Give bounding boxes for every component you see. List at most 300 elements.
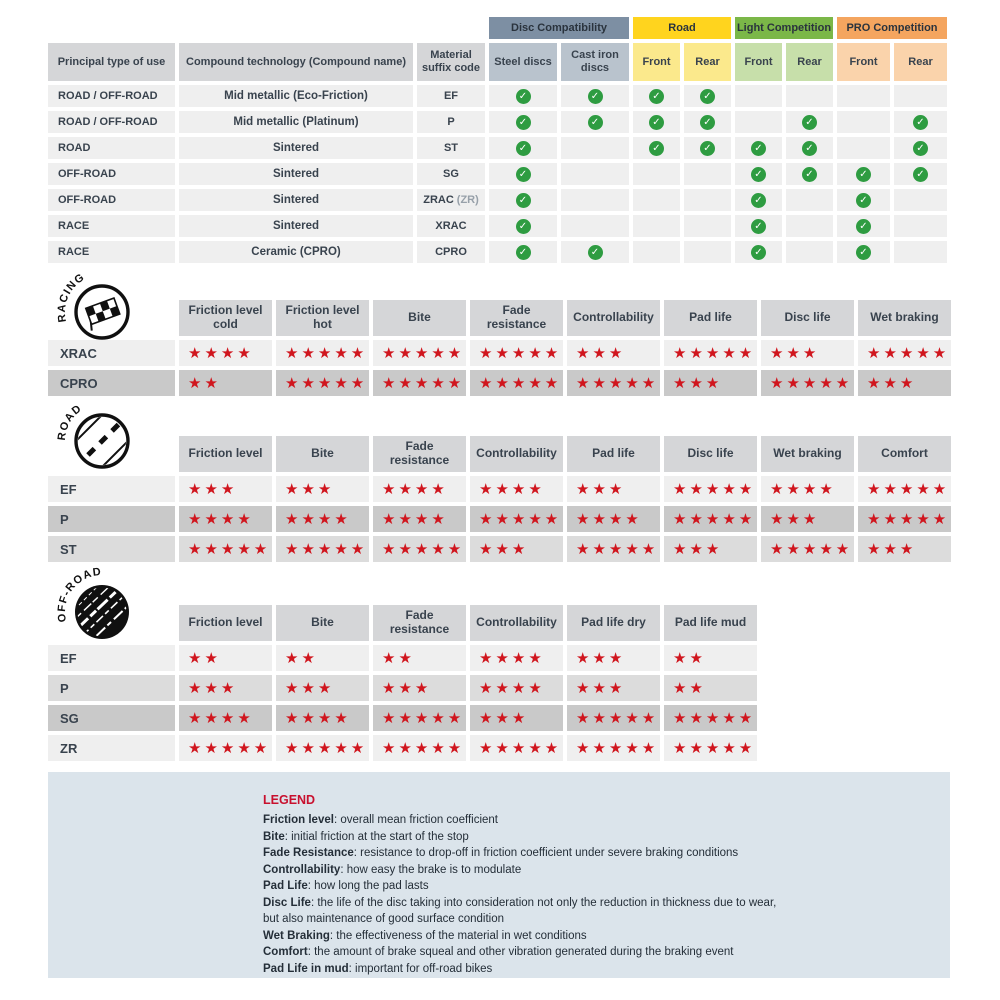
use-cell: OFF-ROAD <box>48 163 175 185</box>
rating-column-header: Wet braking <box>761 436 854 472</box>
legend-entry: Disc Life: the life of the disc taking into consideration not only the reduction in thickness due to wear, <box>263 896 777 909</box>
rating-column-header: Friction level hot <box>276 300 369 336</box>
star-rating: ★★ <box>285 648 318 667</box>
star-rating: ★★★★★ <box>285 539 368 558</box>
legend-term: Pad Life <box>263 880 308 892</box>
rating-cell <box>761 506 854 532</box>
material-code-cell: EF <box>417 85 485 107</box>
compound-cell: Mid metallic (Eco-Friction) <box>179 85 413 107</box>
star-rating: ★★★★★ <box>673 738 756 757</box>
star-rating: ★★★ <box>479 708 529 727</box>
star-rating: ★★★ <box>285 479 335 498</box>
material-code-cell: XRAC <box>417 215 485 237</box>
star-rating: ★★★★★ <box>576 738 659 757</box>
legend-term: Friction level <box>263 814 334 826</box>
star-rating: ★★★★ <box>770 479 836 498</box>
legend-term: Pad Life in mud <box>263 962 349 975</box>
star-rating: ★★★ <box>576 648 626 667</box>
star-rating: ★★★★ <box>479 479 545 498</box>
compatibility-cell <box>489 85 557 107</box>
rating-cell <box>373 645 466 671</box>
rating-column-header: Fade resistance <box>373 605 466 641</box>
star-rating: ★★★ <box>382 678 432 697</box>
check-icon: ✓ <box>802 167 817 182</box>
check-icon: ✓ <box>856 193 871 208</box>
rating-cell <box>470 735 563 761</box>
compatibility-cell <box>633 241 680 263</box>
rating-column-header: Friction level cold <box>179 300 272 336</box>
rating-cell <box>664 645 757 671</box>
compatibility-cell <box>786 215 833 237</box>
compound-row-label: ST <box>48 536 175 562</box>
compatibility-cell <box>489 111 557 133</box>
compatibility-cell <box>561 215 629 237</box>
star-rating: ★★★ <box>673 373 723 392</box>
check-icon: ✓ <box>516 193 531 208</box>
compatibility-cell <box>837 137 890 159</box>
use-cell: ROAD / OFF-ROAD <box>48 85 175 107</box>
check-icon: ✓ <box>856 219 871 234</box>
star-rating: ★★★★★ <box>479 738 562 757</box>
compatibility-cell <box>684 137 731 159</box>
racing-section <box>48 271 951 396</box>
star-rating: ★★★ <box>576 343 626 362</box>
star-rating: ★★★ <box>285 678 335 697</box>
sub-header: Cast iron discs <box>561 43 629 81</box>
rating-cell <box>470 340 563 366</box>
legend-entries <box>263 812 920 977</box>
rating-cell <box>761 370 854 396</box>
star-rating: ★★★ <box>673 539 723 558</box>
legend-entry: Friction level: overall mean friction coefficient <box>263 814 498 826</box>
check-icon: ✓ <box>516 219 531 234</box>
compatibility-cell <box>561 111 629 133</box>
compatibility-cell <box>489 137 557 159</box>
compatibility-cell <box>489 215 557 237</box>
check-icon: ✓ <box>913 167 928 182</box>
svg-text:ROAD <box>56 402 85 441</box>
rating-cell <box>276 705 369 731</box>
rating-cell <box>470 506 563 532</box>
rating-cell <box>373 370 466 396</box>
star-rating: ★★★★★ <box>673 708 756 727</box>
use-cell: ROAD <box>48 137 175 159</box>
check-icon: ✓ <box>700 89 715 104</box>
rating-cell <box>858 370 951 396</box>
compatibility-cell <box>837 85 890 107</box>
rating-cell <box>373 705 466 731</box>
rating-cell <box>567 536 660 562</box>
rating-cell <box>567 340 660 366</box>
rating-cell <box>373 506 466 532</box>
rating-cell <box>470 645 563 671</box>
rating-cell <box>373 536 466 562</box>
offroad-table <box>48 605 757 761</box>
legend-title: LEGEND <box>263 793 316 807</box>
compound-cell: Mid metallic (Platinum) <box>179 111 413 133</box>
spacer <box>48 17 485 39</box>
legend-entry: Controllability: how easy the brake is to modulate <box>263 863 522 876</box>
check-icon: ✓ <box>913 141 928 156</box>
rating-cell <box>179 370 272 396</box>
rating-cell <box>567 735 660 761</box>
rating-column-header: Bite <box>276 436 369 472</box>
star-rating: ★★★★ <box>479 678 545 697</box>
compatibility-cell <box>684 111 731 133</box>
rating-cell <box>179 735 272 761</box>
check-icon: ✓ <box>751 219 766 234</box>
star-rating: ★★★★★ <box>576 708 659 727</box>
compatibility-cell <box>489 189 557 211</box>
star-rating: ★★★★★ <box>673 343 756 362</box>
rating-cell <box>276 370 369 396</box>
compatibility-cell <box>735 85 782 107</box>
star-rating: ★★★★★ <box>673 479 756 498</box>
compound-row-label: EF <box>48 476 175 502</box>
rating-cell <box>179 340 272 366</box>
check-icon: ✓ <box>751 193 766 208</box>
compatibility-cell <box>735 137 782 159</box>
rating-cell <box>567 705 660 731</box>
rating-cell <box>664 476 757 502</box>
compatibility-cell <box>684 163 731 185</box>
rating-column-header: Fade resistance <box>470 300 563 336</box>
star-rating: ★★★★★ <box>479 509 562 528</box>
compatibility-cell <box>489 241 557 263</box>
check-icon: ✓ <box>516 245 531 260</box>
material-code-cell: ZRAC (ZR) <box>417 189 485 211</box>
rating-column-header: Controllability <box>567 300 660 336</box>
star-rating: ★★★★★ <box>382 539 465 558</box>
rating-cell <box>276 340 369 366</box>
check-icon: ✓ <box>751 141 766 156</box>
compound-row-label: SG <box>48 705 175 731</box>
column-header: Material suffix code <box>417 43 485 81</box>
compatibility-cell <box>684 189 731 211</box>
rating-cell <box>373 340 466 366</box>
star-rating: ★★★★★ <box>867 343 950 362</box>
star-rating: ★★★★★ <box>479 373 562 392</box>
rating-cell <box>373 476 466 502</box>
compound-cell: Sintered <box>179 137 413 159</box>
rating-column-header: Fade resistance <box>373 436 466 472</box>
offroad-label: OFF-ROAD <box>55 565 103 623</box>
rating-column-header: Pad life <box>664 300 757 336</box>
check-icon: ✓ <box>588 115 603 130</box>
rating-cell <box>373 675 466 701</box>
compatibility-cell <box>684 215 731 237</box>
star-rating: ★★★★★ <box>770 373 853 392</box>
compatibility-cell <box>786 85 833 107</box>
rating-cell <box>470 675 563 701</box>
compatibility-cell <box>684 241 731 263</box>
star-rating: ★★ <box>188 648 221 667</box>
compound-cell: Sintered <box>179 163 413 185</box>
legend-term: Bite <box>263 830 285 843</box>
star-rating: ★★★★★ <box>382 373 465 392</box>
compatibility-cell <box>894 163 947 185</box>
star-rating: ★★★ <box>867 539 917 558</box>
check-icon: ✓ <box>802 141 817 156</box>
check-icon: ✓ <box>913 115 928 130</box>
star-rating: ★★★★ <box>188 509 254 528</box>
compatibility-cell <box>561 85 629 107</box>
rating-cell <box>276 536 369 562</box>
compatibility-table <box>48 17 947 263</box>
star-rating: ★★★★★ <box>867 509 950 528</box>
star-rating: ★★ <box>673 648 706 667</box>
legend-entry: Wet Braking: the effectiveness of the material in wet conditions <box>263 929 587 942</box>
rating-cell <box>179 476 272 502</box>
rating-cell <box>276 735 369 761</box>
star-rating: ★★★★★ <box>188 539 271 558</box>
check-icon: ✓ <box>856 167 871 182</box>
compound-cell: Ceramic (CPRO) <box>179 241 413 263</box>
legend-entry: Pad Life: how long the pad lasts <box>263 880 429 892</box>
rating-cell <box>179 645 272 671</box>
star-rating: ★★★★ <box>479 648 545 667</box>
rating-cell <box>761 536 854 562</box>
star-rating: ★★★★ <box>576 509 642 528</box>
star-rating: ★★★ <box>576 479 626 498</box>
group-header: Road <box>633 17 731 39</box>
rating-cell <box>858 506 951 532</box>
compatibility-cell <box>633 215 680 237</box>
legend-entry: Comfort: the amount of brake squeal and other vibration generated during the braking event <box>263 946 734 958</box>
rating-cell <box>470 705 563 731</box>
check-icon: ✓ <box>649 141 664 156</box>
racing-table <box>48 300 951 396</box>
compatibility-cell <box>561 163 629 185</box>
compound-row-label: ZR <box>48 735 175 761</box>
column-header: Principal type of use <box>48 43 175 81</box>
star-rating: ★★ <box>673 678 706 697</box>
rating-cell <box>567 370 660 396</box>
star-rating: ★★★★★ <box>479 343 562 362</box>
compound-cell: Sintered <box>179 215 413 237</box>
star-rating: ★★★ <box>770 343 820 362</box>
rating-cell <box>664 370 757 396</box>
star-rating: ★★★★★ <box>285 738 368 757</box>
sub-header: Rear <box>786 43 833 81</box>
rating-cell <box>567 645 660 671</box>
compatibility-cell <box>735 163 782 185</box>
column-header: Compound technology (Compound name) <box>179 43 413 81</box>
rating-column-header: Pad life dry <box>567 605 660 641</box>
compatibility-cell <box>894 85 947 107</box>
compatibility-cell <box>561 137 629 159</box>
compatibility-cell <box>837 111 890 133</box>
rating-cell <box>858 340 951 366</box>
star-rating: ★★★ <box>188 678 238 697</box>
rating-column-header: Comfort <box>858 436 951 472</box>
racing-label: RACING <box>55 271 88 324</box>
rating-cell <box>276 506 369 532</box>
rating-cell <box>276 645 369 671</box>
use-cell: ROAD / OFF-ROAD <box>48 111 175 133</box>
rating-column-header: Disc life <box>761 300 854 336</box>
rating-cell <box>664 340 757 366</box>
legend-term: Fade Resistance <box>263 847 354 859</box>
group-header: PRO Competition <box>837 17 947 39</box>
sub-header: Steel discs <box>489 43 557 81</box>
compound-row-label: CPRO <box>48 370 175 396</box>
sub-header: Front <box>633 43 680 81</box>
rating-cell <box>179 536 272 562</box>
rating-cell <box>470 476 563 502</box>
compound-row-label: P <box>48 506 175 532</box>
compatibility-cell <box>837 163 890 185</box>
compatibility-cell <box>837 215 890 237</box>
use-cell: RACE <box>48 215 175 237</box>
road-table <box>48 436 951 562</box>
compatibility-cell <box>633 111 680 133</box>
check-icon: ✓ <box>751 245 766 260</box>
compatibility-cell <box>735 189 782 211</box>
check-icon: ✓ <box>700 141 715 156</box>
star-rating: ★★★ <box>576 678 626 697</box>
material-code-cell: SG <box>417 163 485 185</box>
rating-cell <box>179 705 272 731</box>
star-rating: ★★★★★ <box>382 708 465 727</box>
rating-column-header: Friction level <box>179 605 272 641</box>
check-icon: ✓ <box>516 89 531 104</box>
compatibility-cell <box>894 241 947 263</box>
check-icon: ✓ <box>700 115 715 130</box>
rating-cell <box>373 735 466 761</box>
rating-column-header: Disc life <box>664 436 757 472</box>
compatibility-cell <box>894 111 947 133</box>
compatibility-cell <box>633 85 680 107</box>
road-label: ROAD <box>55 402 85 442</box>
offroad-splash-icon <box>50 556 154 660</box>
legend-entry: Pad Life in mud: important for off-road bikes <box>263 962 493 975</box>
rating-cell <box>179 675 272 701</box>
star-rating: ★★ <box>382 648 415 667</box>
legend-entry: Bite: initial friction at the start of the stop <box>263 830 469 843</box>
rating-cell <box>664 705 757 731</box>
star-rating: ★★★★★ <box>382 738 465 757</box>
compound-cell: Sintered <box>179 189 413 211</box>
legend-term: Disc Life <box>263 896 311 909</box>
star-rating: ★★★★★ <box>673 509 756 528</box>
compatibility-cell <box>894 189 947 211</box>
rating-cell <box>664 506 757 532</box>
rating-cell <box>664 675 757 701</box>
rating-column-header: Wet braking <box>858 300 951 336</box>
road-icon <box>50 385 154 489</box>
rating-cell <box>858 536 951 562</box>
rating-cell <box>761 476 854 502</box>
star-rating: ★★★★★ <box>576 539 659 558</box>
legend-panel <box>48 772 950 978</box>
star-rating: ★★★★ <box>188 708 254 727</box>
star-rating: ★★★ <box>188 479 238 498</box>
compatibility-cell <box>786 189 833 211</box>
group-header: Light Competition <box>735 17 833 39</box>
rating-cell <box>276 675 369 701</box>
star-rating: ★★★ <box>867 373 917 392</box>
legend-term: Comfort <box>263 946 308 958</box>
rating-column-header: Friction level <box>179 436 272 472</box>
rating-column-header: Pad life <box>567 436 660 472</box>
check-icon: ✓ <box>588 89 603 104</box>
star-rating: ★★★ <box>479 539 529 558</box>
legend-entry: Fade Resistance: resistance to drop-off in friction coefficient under severe braking conditions <box>263 847 739 859</box>
rating-column-header: Controllability <box>470 605 563 641</box>
rating-column-header: Bite <box>276 605 369 641</box>
compatibility-cell <box>786 241 833 263</box>
rating-cell <box>179 506 272 532</box>
compatibility-cell <box>633 189 680 211</box>
star-rating: ★★★★ <box>188 343 254 362</box>
road-section <box>48 402 951 562</box>
compatibility-cell <box>894 137 947 159</box>
sub-header: Front <box>735 43 782 81</box>
check-icon: ✓ <box>588 245 603 260</box>
star-rating: ★★★★★ <box>285 373 368 392</box>
sub-header: Front <box>837 43 890 81</box>
rating-cell <box>567 506 660 532</box>
sub-header: Rear <box>894 43 947 81</box>
material-code-cell: ST <box>417 137 485 159</box>
compatibility-cell <box>786 111 833 133</box>
compatibility-cell <box>561 189 629 211</box>
star-rating: ★★★★★ <box>576 373 659 392</box>
star-rating: ★★★★ <box>285 509 351 528</box>
material-code-note: (ZR) <box>456 194 479 206</box>
check-icon: ✓ <box>856 245 871 260</box>
check-icon: ✓ <box>649 89 664 104</box>
rating-cell <box>470 536 563 562</box>
use-cell: RACE <box>48 241 175 263</box>
star-rating: ★★ <box>188 373 221 392</box>
star-rating: ★★★★★ <box>382 343 465 362</box>
compatibility-cell <box>633 163 680 185</box>
rating-cell <box>276 476 369 502</box>
star-rating: ★★★★★ <box>770 539 853 558</box>
star-rating: ★★★ <box>770 509 820 528</box>
compound-row-label: XRAC <box>48 340 175 366</box>
rating-cell <box>858 476 951 502</box>
use-cell: OFF-ROAD <box>48 189 175 211</box>
rating-cell <box>470 370 563 396</box>
rating-column-header: Pad life mud <box>664 605 757 641</box>
legend-term: Wet Braking <box>263 929 330 942</box>
rating-cell <box>761 340 854 366</box>
rating-cell <box>567 476 660 502</box>
star-rating: ★★★★ <box>285 708 351 727</box>
compatibility-cell <box>786 137 833 159</box>
star-rating: ★★★★★ <box>188 738 271 757</box>
rating-column-header: Bite <box>373 300 466 336</box>
star-rating: ★★★★★ <box>867 479 950 498</box>
compatibility-cell <box>633 137 680 159</box>
star-rating: ★★★★ <box>382 479 448 498</box>
compound-row-label: P <box>48 675 175 701</box>
legend-entry-continued: but also maintenance of good surface condition <box>263 913 505 925</box>
sub-header: Rear <box>684 43 731 81</box>
compatibility-cell <box>786 163 833 185</box>
compatibility-cell <box>684 85 731 107</box>
compound-row-label: EF <box>48 645 175 671</box>
compatibility-cell <box>837 189 890 211</box>
rating-column-header: Controllability <box>470 436 563 472</box>
star-rating: ★★★★★ <box>285 343 368 362</box>
check-icon: ✓ <box>802 115 817 130</box>
rating-cell <box>664 536 757 562</box>
check-icon: ✓ <box>516 115 531 130</box>
